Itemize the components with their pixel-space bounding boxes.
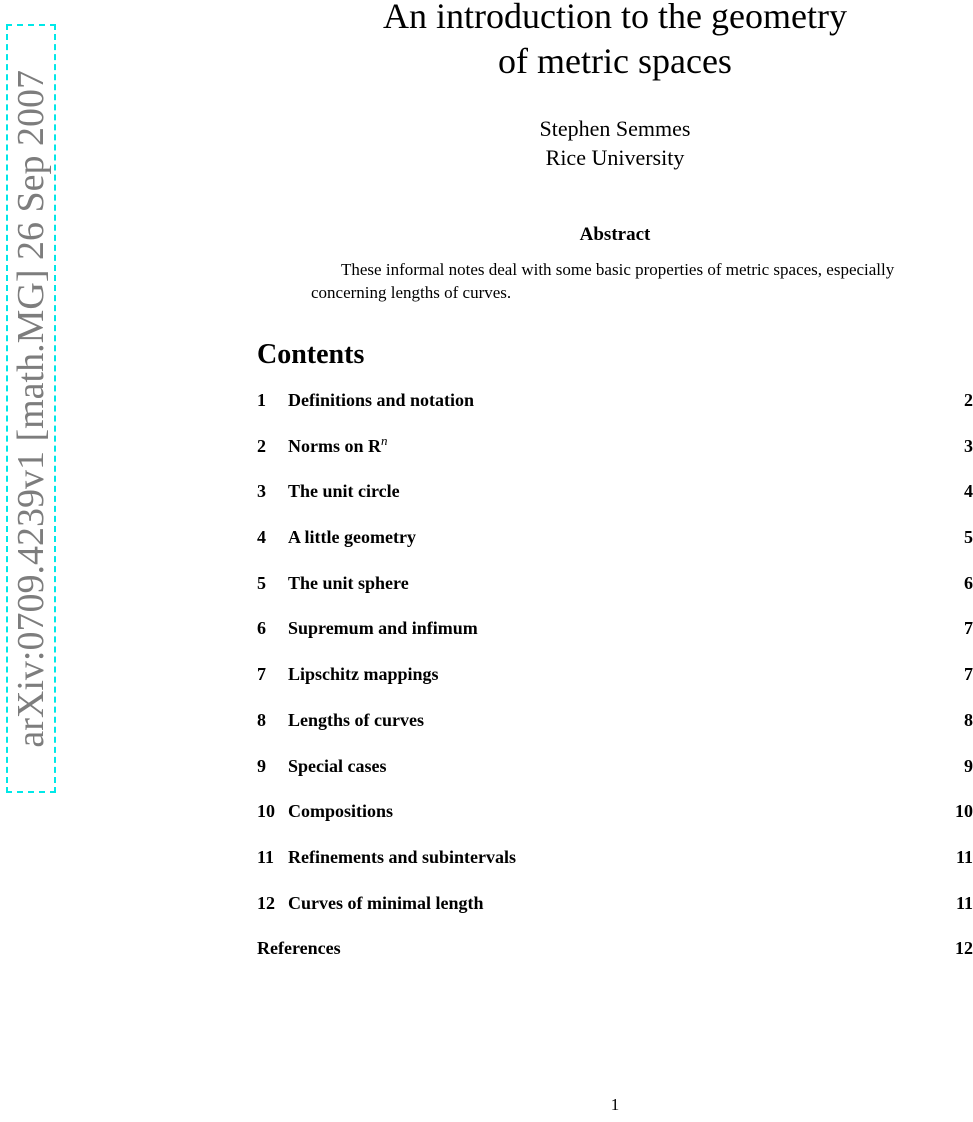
author-block [257,114,973,172]
toc-row [257,710,973,731]
toc-section-title: References [257,938,341,959]
toc-section-title: Refinements and subintervals [288,846,517,867]
toc-page-number: 3 [964,435,973,456]
paper-title [257,0,973,84]
toc-section-title: The unit circle [288,481,400,502]
toc-section-title: Lipschitz mappings [288,664,439,685]
abstract-text: These informal notes deal with some basic properties of metric spaces, especially concerning lengths of curves. [311,260,895,302]
page-number: 1 [610,1095,620,1114]
title-line-1: An introduction to the geometry [383,0,847,36]
toc-page-number: 4 [964,481,973,502]
toc-page-number: 8 [964,709,973,730]
toc-section-number: 4 [257,527,266,548]
toc-row [257,756,973,777]
title-line-2: of metric spaces [498,41,732,81]
toc-row [257,847,973,868]
arxiv-stamp-text: arXiv:0709.4239v1 [math.MG] 26 Sep 2007 [10,69,52,748]
toc-section-title: Compositions [288,801,394,822]
toc-page-number: 10 [955,801,973,822]
toc-section-number: 9 [257,755,266,776]
toc-section-number: 10 [257,801,275,822]
toc-section-title: Special cases [288,755,387,776]
toc-section-number: 6 [257,618,266,639]
page-footer [257,1095,973,1115]
toc-section-title: Lengths of curves [288,709,424,730]
toc-row [257,664,973,685]
toc-section-number: 12 [257,892,275,913]
affiliation: Rice University [545,145,685,170]
author-name: Stephen Semmes [539,116,691,141]
toc-section-number: 3 [257,481,266,502]
paper-body [257,0,973,984]
toc-page-number: 9 [964,755,973,776]
toc-page-number: 2 [964,390,973,410]
toc-page-number: 7 [964,618,973,639]
toc-row [257,481,973,502]
toc-section-number: 11 [257,846,275,867]
toc-page-number: 7 [964,664,973,685]
toc-row [257,573,973,594]
toc-row [257,893,973,914]
toc-section-title: A little geometry [288,527,416,548]
toc-section-title: Supremum and infimum [288,618,478,639]
contents-heading: Contents [257,339,365,370]
toc-section-title: The unit sphere [288,572,409,593]
table-of-contents [257,390,973,959]
toc-page-number: 11 [955,892,973,913]
toc-section-title: Definitions and notation [288,390,475,410]
toc-page-number: 6 [964,572,973,593]
toc-section-number: 1 [257,390,266,410]
toc-page-number: 5 [964,527,973,548]
arxiv-stamp-link[interactable] [6,24,56,793]
toc-page-number: 11 [955,846,973,867]
abstract-heading: Abstract [579,224,651,245]
toc-row [257,527,973,548]
toc-row [257,801,973,822]
toc-section-number: 8 [257,709,266,730]
toc-row [257,432,973,457]
toc-section-title: Curves of minimal length [288,892,484,913]
toc-section-number: 2 [257,435,266,456]
toc-section-title: Norms on $R^n$ [288,432,388,456]
toc-section-number: 5 [257,572,266,593]
toc-row [257,390,973,411]
toc-page-number: 12 [955,938,973,959]
toc-section-number: 7 [257,664,266,685]
toc-row [257,938,973,959]
toc-row [257,618,973,639]
